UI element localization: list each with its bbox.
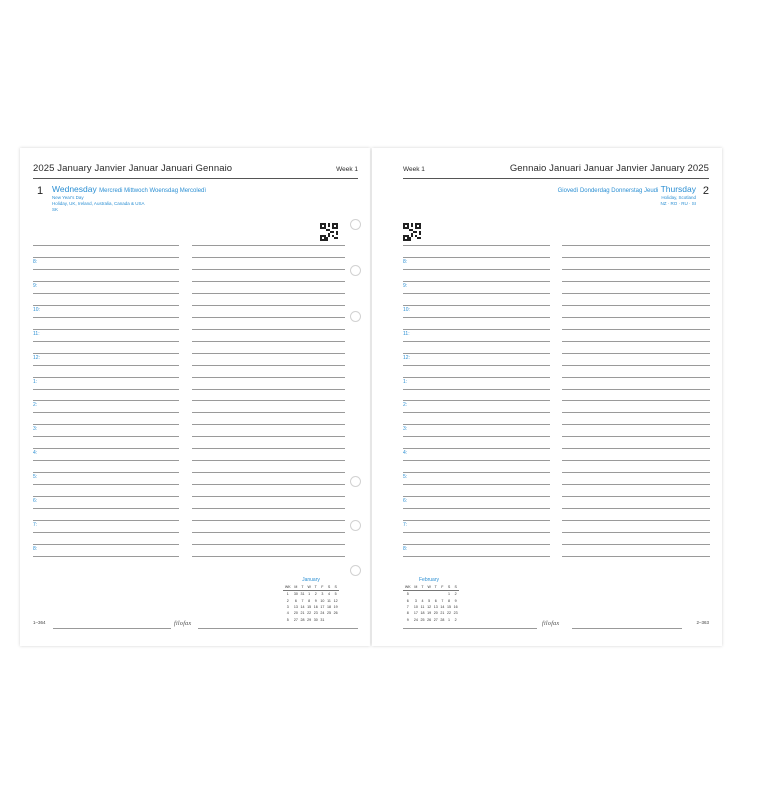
ruled-line (192, 317, 345, 318)
ruled-line (403, 329, 550, 330)
ruled-line (33, 377, 179, 378)
ruled-line (403, 544, 550, 545)
binder-hole (350, 311, 361, 322)
binder-hole (350, 565, 361, 576)
calendar-header: T (419, 584, 426, 591)
ruled-line (33, 544, 179, 545)
calendar-header: WK (284, 585, 291, 590)
ruled-line (192, 269, 345, 270)
ruled-line (33, 520, 179, 521)
hour-label: 11: (403, 330, 410, 337)
ruled-line (403, 365, 550, 366)
ruled-line (33, 245, 179, 246)
mini-calendar-table (403, 584, 459, 623)
ruled-line (192, 484, 345, 485)
day-name-translations: Giovedì Donderdag Donnerstag Jeudi (557, 188, 659, 194)
day-name-translations: Mercredi Mittwoch Woensdag Mercoledì (99, 188, 207, 194)
calendar-header: T (312, 584, 319, 591)
page-title: Gennaio Januari Januar Janvier January 2025 (509, 163, 709, 174)
ruled-line (192, 496, 345, 497)
filofax-logo: filofax (542, 621, 560, 627)
ruled-line (403, 532, 550, 533)
hour-label: 4: (403, 450, 408, 457)
ruled-line (403, 400, 550, 401)
mini-calendar-table (283, 584, 339, 623)
ruled-line (33, 389, 179, 390)
ruled-line (403, 305, 550, 306)
ruled-line (562, 400, 710, 401)
calendar-week-row: 2 6 7 8 9 10 11 12 (286, 598, 338, 603)
hour-label: 6: (33, 498, 38, 504)
calendar-header: S (326, 584, 333, 591)
calendar-week-row: 5 1 2 (406, 592, 457, 597)
ruled-line (562, 293, 710, 294)
ruled-line (562, 269, 710, 270)
left-page (20, 148, 370, 646)
ruled-line (403, 472, 550, 473)
ruled-line (33, 341, 179, 342)
filofax-logo: filofax (174, 621, 192, 627)
ruled-line (403, 389, 550, 390)
ruled-line (33, 293, 179, 294)
ruled-line (562, 544, 710, 545)
calendar-header: M (294, 585, 298, 590)
ruled-line (192, 400, 345, 401)
ruled-line (403, 448, 550, 449)
week-label: Week 1 (336, 166, 358, 173)
calendar-header: F (439, 584, 446, 591)
right-page (372, 148, 722, 646)
ruled-line (403, 436, 550, 437)
calendar-header: M (414, 585, 418, 590)
ruled-line (33, 556, 179, 557)
calendar-header: S (332, 584, 339, 591)
hour-label: 8: (403, 259, 408, 265)
hour-grid (20, 148, 370, 646)
ruled-line (403, 424, 550, 425)
hour-label: 8: (33, 545, 38, 552)
ruled-line (403, 293, 550, 294)
day-number: 2 (702, 185, 709, 197)
ruled-line (192, 341, 345, 342)
ruled-line (403, 269, 550, 270)
ruled-line (33, 472, 179, 473)
ruled-line (403, 245, 550, 246)
ruled-line (192, 556, 345, 557)
calendar-week-row: 5 27 28 29 30 31 (286, 617, 325, 622)
week-label: Week 1 (403, 166, 425, 173)
calendar-header: T (299, 584, 306, 591)
hour-label: 5: (403, 474, 408, 481)
page-number: 2–363 (696, 620, 709, 625)
hour-label: 12: (403, 354, 410, 361)
calendar-week-row: 6 3 4 5 6 7 8 9 (406, 598, 457, 603)
ruled-line (33, 353, 179, 354)
ruled-line (33, 484, 179, 485)
hour-label: 10: (33, 306, 40, 313)
ruled-line (192, 377, 345, 378)
hour-label: 6: (403, 498, 408, 504)
ruled-line (33, 269, 179, 270)
hour-label: 2: (403, 402, 408, 409)
ruled-line (562, 520, 710, 521)
day-name-en: Wednesday (52, 184, 97, 194)
ruled-line (192, 257, 345, 258)
calendar-week-row: 4 20 21 22 23 24 25 26 (286, 611, 338, 616)
hour-label: 3: (33, 426, 38, 433)
ruled-line (33, 496, 179, 497)
ruled-line (192, 293, 345, 294)
calendar-header: T (432, 584, 439, 591)
calendar-header: WK (404, 585, 411, 590)
ruled-line (562, 305, 710, 306)
calendar-week-row: 9 24 25 26 27 28 1 2 (406, 617, 457, 622)
ruled-line (33, 436, 179, 437)
ruled-line (33, 508, 179, 509)
hour-label: 4: (33, 450, 38, 457)
ruled-line (562, 472, 710, 473)
calendar-header: W (427, 585, 431, 590)
ruled-line (403, 556, 550, 557)
calendar-week-row: 1 30 31 1 2 3 4 5 (286, 592, 337, 597)
footer-rule (198, 628, 358, 629)
ruled-line (562, 412, 710, 413)
hour-label: 11: (33, 330, 40, 337)
hour-label: 1: (403, 378, 408, 385)
hour-label: 7: (33, 521, 38, 528)
binder-hole (350, 476, 361, 487)
ruled-line (33, 448, 179, 449)
mini-calendar-month: January (302, 577, 320, 583)
hour-label: 7: (403, 521, 408, 528)
ruled-line (192, 436, 345, 437)
ruled-line (562, 508, 710, 509)
binder-hole (350, 219, 361, 230)
ruled-line (562, 424, 710, 425)
ruled-line (33, 317, 179, 318)
ruled-line (403, 281, 550, 282)
ruled-line (403, 353, 550, 354)
binder-hole (350, 265, 361, 276)
ruled-line (562, 341, 710, 342)
ruled-line (562, 460, 710, 461)
ruled-line (562, 353, 710, 354)
calendar-week-row: 3 13 14 15 16 17 18 19 (286, 605, 338, 610)
page-number: 1–364 (33, 620, 46, 625)
ruled-line (562, 377, 710, 378)
ruled-line (562, 448, 710, 449)
hour-grid (372, 148, 722, 646)
hour-label: 5: (33, 474, 38, 481)
ruled-line (403, 484, 550, 485)
hour-label: 9: (33, 282, 38, 289)
ruled-line (403, 508, 550, 509)
ruled-line (562, 245, 710, 246)
hour-label: 8: (33, 259, 38, 265)
ruled-line (192, 532, 345, 533)
ruled-line (192, 305, 345, 306)
ruled-line (403, 257, 550, 258)
ruled-line (562, 317, 710, 318)
ruled-line (562, 496, 710, 497)
ruled-line (562, 281, 710, 282)
calendar-header: S (446, 584, 453, 591)
ruled-line (192, 245, 345, 246)
ruled-line (192, 508, 345, 509)
calendar-header: S (452, 584, 459, 591)
ruled-line (192, 329, 345, 330)
ruled-line (192, 389, 345, 390)
ruled-line (403, 412, 550, 413)
ruled-line (33, 400, 179, 401)
ruled-line (403, 317, 550, 318)
ruled-line (33, 424, 179, 425)
hour-label: 9: (403, 282, 408, 289)
ruled-line (192, 365, 345, 366)
ruled-line (192, 424, 345, 425)
ruled-line (33, 257, 179, 258)
ruled-line (562, 257, 710, 258)
ruled-line (403, 377, 550, 378)
hour-label: 12: (33, 354, 40, 361)
ruled-line (403, 341, 550, 342)
day-note: NZ · RO · RU · SI (660, 201, 696, 206)
calendar-week-row: 8 17 18 19 20 21 22 23 (406, 611, 458, 616)
day-note: Holiday, UK, Ireland, Australia, Canada & USA (52, 201, 145, 206)
ruled-line (33, 281, 179, 282)
ruled-line (562, 365, 710, 366)
mini-calendar (403, 577, 459, 623)
ruled-line (403, 460, 550, 461)
ruled-line (192, 353, 345, 354)
ruled-line (562, 436, 710, 437)
ruled-line (403, 520, 550, 521)
mini-calendar-month: February (419, 577, 440, 583)
footer-rule (572, 628, 682, 629)
hour-label: 8: (403, 545, 408, 552)
ruled-line (562, 484, 710, 485)
calendar-header: F (319, 584, 326, 591)
footer-rule (403, 628, 537, 629)
ruled-line (192, 544, 345, 545)
day-note: SK (52, 207, 59, 212)
ruled-line (33, 329, 179, 330)
calendar-week-row: 7 10 11 12 13 14 15 16 (406, 605, 458, 610)
ruled-line (562, 389, 710, 390)
hour-label: 2: (33, 402, 38, 409)
ruled-line (562, 556, 710, 557)
footer-rule (53, 628, 171, 629)
ruled-line (192, 448, 345, 449)
day-note: New Year's Day (52, 195, 84, 200)
day-note: Holiday, Scotland (661, 195, 696, 200)
hour-label: 1: (33, 378, 38, 385)
ruled-line (33, 532, 179, 533)
ruled-line (192, 520, 345, 521)
ruled-line (192, 281, 345, 282)
ruled-line (562, 329, 710, 330)
hour-label: 3: (403, 426, 408, 433)
ruled-line (562, 532, 710, 533)
ruled-line (192, 472, 345, 473)
ruled-line (33, 305, 179, 306)
ruled-line (192, 460, 345, 461)
ruled-line (33, 365, 179, 366)
ruled-line (192, 412, 345, 413)
day-number: 1 (37, 185, 44, 197)
ruled-line (403, 496, 550, 497)
day-name-en: Thursday (660, 184, 696, 194)
page-title: 2025 January Janvier Januar Januari Gennaio (33, 163, 233, 174)
ruled-line (33, 412, 179, 413)
hour-label: 10: (403, 306, 410, 313)
calendar-header: W (307, 585, 311, 590)
binder-hole (350, 520, 361, 531)
mini-calendar (283, 577, 339, 623)
ruled-line (33, 460, 179, 461)
